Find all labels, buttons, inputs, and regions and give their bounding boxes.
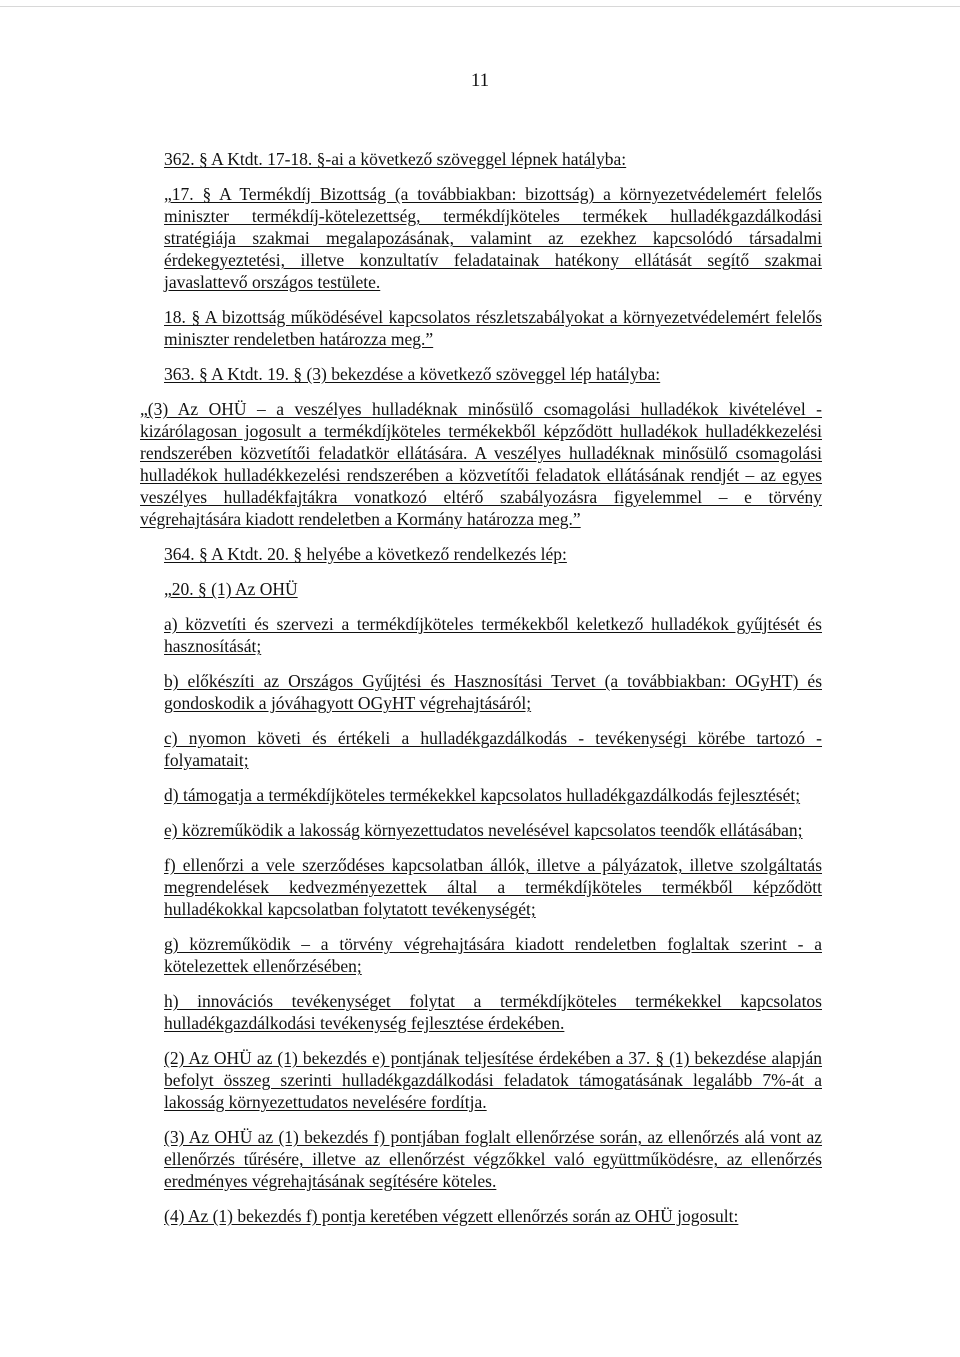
section-363-heading: 363. § A Ktdt. 19. § (3) bekezdése a következő szöveggel lép hatályba: [164, 364, 661, 384]
paragraph-20-2: (2) Az OHÜ az (1) bekezdés e) pontjának teljesítése érdekében a 37. § (1) bekezdése alapján befolyt összeg szerinti hulladékgazdálkodási feladatok támogatásának legalább 7%-át a lakosság környezettudatos nevelésére fordítja. [164, 1048, 822, 1112]
scan-edge-line [0, 6, 960, 7]
page-number: 11 [470, 70, 490, 91]
list-item-d: d) támogatja a termékdíjköteles termékekkel kapcsolatos hulladékgazdálkodás fejlesztését; [164, 785, 801, 805]
document-body [140, 148, 822, 1240]
list-item-g: g) közreműködik – a törvény végrehajtására kiadott rendeletben foglaltak szerint - a kötelezettek ellenőrzésében; [164, 934, 822, 976]
list-item-h: h) innovációs tevékenységet folytat a termékdíjköteles termékekkel kapcsolatos hulladékgazdálkodási tevékenység fejlesztése érdekében. [164, 991, 822, 1033]
list-item-a: a) közvetíti és szervezi a termékdíjköteles termékekből keletkező hulladékok gyűjtését és hasznosítását; [164, 614, 822, 656]
section-362-heading: 362. § A Ktdt. 17-18. §-ai a következő szöveggel lépnek hatályba: [164, 149, 627, 169]
paragraph-17: „17. § A Termékdíj Bizottság (a továbbiakban: bizottság) a környezetvédelemért felelős miniszter termékdíj-kötelezettség, termékdíjköteles termékek hulladékgazdálkodási stratégiája szakmai megalapozásának, valamint az ezekhez kapcsolódó társadalmi érdekegyeztetési, illetve konzultatív feladatainak hatékony ellátását segítő szakmai javaslattevő országos testülete. [164, 184, 822, 292]
paragraph-20-3: (3) Az OHÜ az (1) bekezdés f) pontjában foglalt ellenőrzése során, az ellenőrzés alá vont az ellenőrzés tűrésére, illetve az ellenőrzést végzőkkel való együttműködésre, az ellenőrzés eredményes végrehajtásának segítésére köteles. [164, 1127, 822, 1191]
list-item-c: c) nyomon követi és értékeli a hulladékgazdálkodás - tevékenységi körébe tartozó - folyamatait; [164, 728, 822, 770]
paragraph-18: 18. § A bizottság működésével kapcsolatos részletszabályokat a környezetvédelemért felelős miniszter rendeletben határozza meg.” [164, 307, 822, 349]
list-item-f: f) ellenőrzi a vele szerződéses kapcsolatban állók, illetve a pályázatok, illetve szolgáltatás megrendelések kedvezményezettek által a termékdíjköteles termékből képződött hulladékokkal kapcsolatban folytatott tevékenységét; [164, 855, 822, 919]
list-item-e: e) közreműködik a lakosság környezettudatos nevelésével kapcsolatos teendők ellátásában; [164, 820, 803, 840]
paragraph-20-1-intro: „20. § (1) Az OHÜ [164, 579, 298, 599]
list-item-b: b) előkészíti az Országos Gyűjtési és Hasznosítási Tervet (a továbbiakban: OGyHT) és gondoskodik a jóváhagyott OGyHT végrehajtásáról; [164, 671, 822, 713]
paragraph-20-4: (4) Az (1) bekezdés f) pontja keretében végzett ellenőrzés során az OHÜ jogosult: [164, 1206, 739, 1226]
paragraph-19-3: „(3) Az OHÜ – a veszélyes hulladéknak minősülő csomagolási hulladékok kivételével - kizárólagosan jogosult a termékdíjköteles termékekből képződött hulladékok hulladékkezelési rendszerében közvetítői feladatkör ellátására. A veszélyes hulladéknak minősülő csomagolási hulladékok hulladékkezelési rendszerében a közvetítői feladatok ellátásának rendjét – az egyes veszélyes hulladékfajtákra vonatkozó eltérő szabályozásra figyelemmel – e törvény végrehajtására kiadott rendeletben a Kormány határozza meg.” [140, 399, 822, 529]
section-364-heading: 364. § A Ktdt. 20. § helyébe a következő rendelkezés lép: [164, 544, 567, 564]
